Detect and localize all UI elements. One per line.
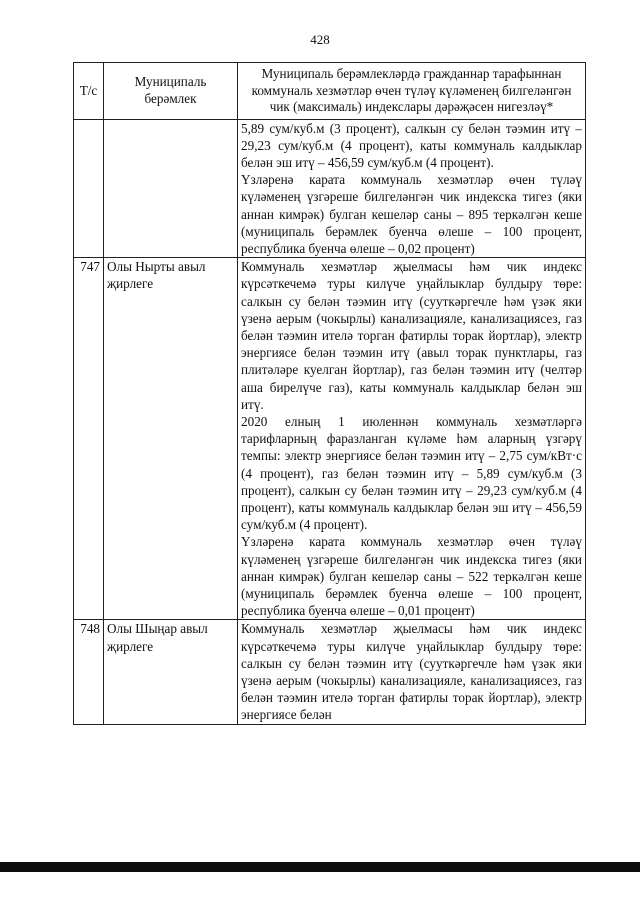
row-paragraph: Үзләренә карата коммуналь хезмәтләр өчен түләү күләменең үзгәреше билгеләнгән чик индекска тигез (яки аннан кимрәк) булган кешеләр саны – 895 теркәлгән кеше (муниципаль берәмлек буенча өлеше – 100 процент, республика буенча өлеше – 0,02 процент) <box>241 172 582 256</box>
header-number: Т/с <box>74 63 104 120</box>
row-municipality <box>104 119 238 258</box>
row-paragraph: Коммуналь хезмәтләр җыелмасы һәм чик индекс күрсәткечемә туры килүче уңайлыклар булдыру төре: салкын су белән тәэмин итү (сууткәргечле һәм үзәк яки үзенә аерым (чокырлы) канализацияле, канализациясез, газ белән тәэмин ителә торган фатирлы торак йортлар), электр энергиясе белән <box>241 621 582 723</box>
row-description <box>238 620 586 724</box>
tariff-index-table <box>73 62 586 725</box>
row-description <box>238 119 586 258</box>
table-header-row <box>74 63 586 120</box>
row-number: 748 <box>74 620 104 724</box>
header-indexes: Муниципаль берәмлекләрдә гражданнар тарафыннан коммуналь хезмәтләр өчен түләү күләменең билгеләнгән чик (максималь) индекслары дәрәҗәсен нигезләү* <box>238 63 586 120</box>
table-row <box>74 620 586 724</box>
row-paragraph: Коммуналь хезмәтләр җыелмасы һәм чик индекс күрсәткечемә туры килүче уңайлыклар булдыру төре: салкын су белән тәэмин итү (сууткәргечле һәм үзәк яки үзенә аерым (чокырлы) канализацияле, канализациясез, газ белән тәэмин ителә торган фатирлы торак йортлар), электр энергиясе белән тәэмин итү (авыл торак пунктлары, газ плитәләре куелган йортлар), газ белән тәэмин итү (челтәр аша бирелүче газ), каты коммуналь калдыклар белән эш итү. <box>241 259 582 412</box>
row-number <box>74 119 104 258</box>
row-number: 747 <box>74 258 104 620</box>
row-municipality: Олы Нырты авыл җирлеге <box>104 258 238 620</box>
header-municipality: Муниципаль берәмлек <box>104 63 238 120</box>
row-paragraph: 5,89 сум/куб.м (3 процент), салкын су белән тәэмин итү – 29,23 сум/куб.м (4 процент), каты коммуналь калдыклар белән эш итү – 456,59 сум/куб.м (4 процент). <box>241 120 582 170</box>
row-paragraph: 2020 елның 1 июленнән коммуналь хезмәтләргә тарифларның фаразланган күләме һәм аларның үзгәрү темпы: электр энергиясе белән тәэмин итү – 2,75 сум/кВт·с (4 процент), газ белән тәэмин итү – 5,89 сум/куб.м (3 процент), салкын су белән тәэмин итү – 29,23 сум/куб.м (4 процент), каты коммуналь калдыклар белән эш итү – 456,59 сум/куб.м (4 процент). <box>241 413 582 533</box>
row-paragraph: Үзләренә карата коммуналь хезмәтләр өчен түләү күләменең үзгәреше билгеләнгән чик индекска тигез (яки аннан кимрәк) булган кешеләр саны – 522 теркәлгән кеше (муниципаль берәмлек буенча өлеше – 100 процент, республика буенча өлеше – 0,01 процент) <box>241 534 582 619</box>
table-row <box>74 258 586 620</box>
scan-bottom-edge <box>0 862 640 872</box>
page-number: 428 <box>310 32 330 47</box>
row-description <box>238 258 586 620</box>
row-municipality: Олы Шыңар авыл җирлеге <box>104 620 238 724</box>
table-row <box>74 119 586 258</box>
